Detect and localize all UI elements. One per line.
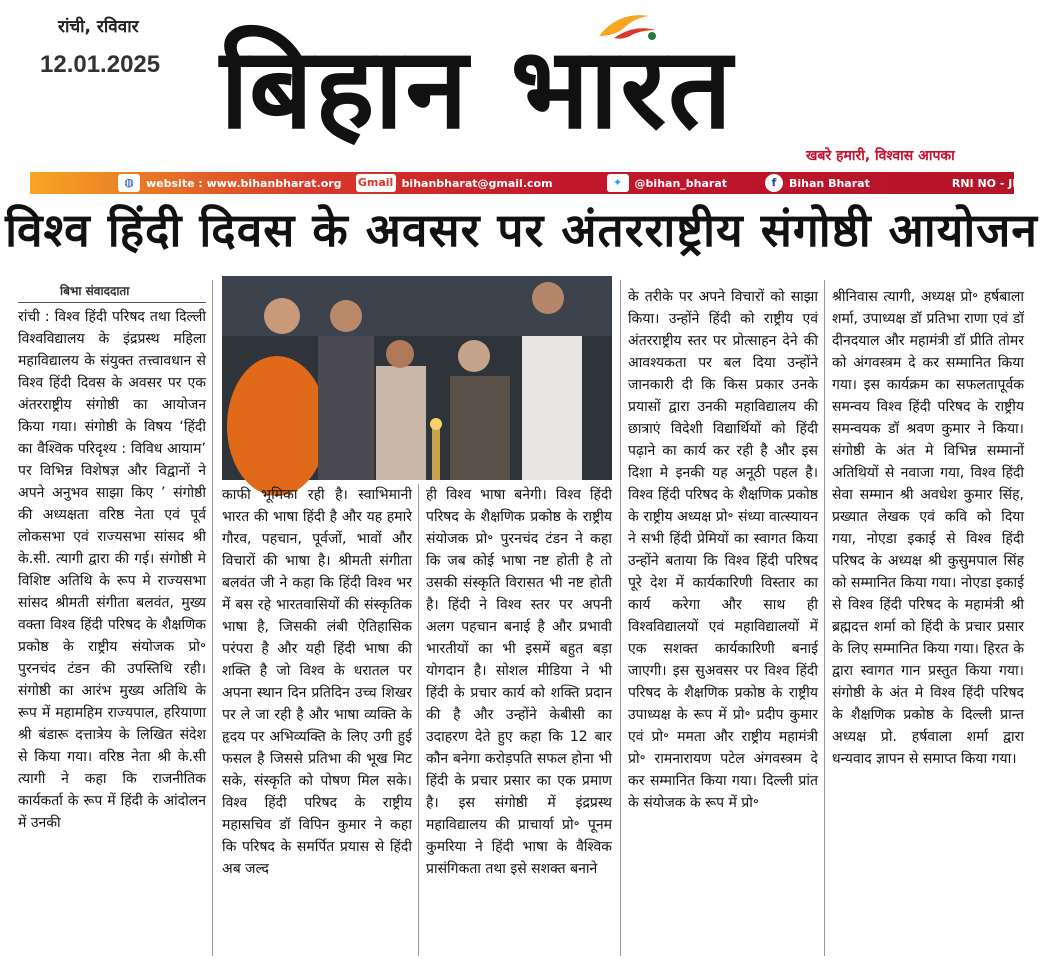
column-divider [212, 280, 213, 956]
email-text[interactable]: bihanbharat@gmail.com [401, 176, 553, 190]
website-text[interactable]: website : www.bihanbharat.org [146, 176, 342, 190]
tagline: खबरे हमारी, विश्वास आपका [806, 148, 955, 164]
newspaper-name: बिहान भारत [220, 24, 734, 154]
dateblock [40, 14, 180, 79]
city-day: रांची, रविवार [58, 17, 139, 37]
column-divider [620, 280, 621, 956]
column-2-text: काफी भूमिका रही है। स्वाभिमानी भारत की भाषा हिंदी है और यह हमारे गौरव, पहचान, पूर्वजों, भावों और विचारों की भाषा है। श्रीमती संगीता बलवंत जी ने कहा कि हिंदी विश्व भर में बस रहे भारतवासियों की संस्कृतिक भाषा है, जिसकी लंबी ऐतिहासिक परंपरा है और यही हिंदी भाषा की शक्ति है जो विश्व के धरातल पर अपना स्थान दिन प्रतिदिन उच्च शिखर पर ले जा रही है और भाषा व्यक्ति के हृदय पर अभिव्यक्ति के लिए उगी हुई फसल है जिससे प्रतिभा की भूख मिट सके, संस्कृति को पोषण मिल सके। विश्व हिंदी परिषद के राष्ट्रीय महासचिव डॉ विपिन कुमार ने कहा कि परिषद के समर्पित प्रयास से हिंदी अब जल्द [222, 487, 412, 877]
twitter-icon: ✦ [607, 174, 629, 192]
facebook-icon: f [765, 174, 783, 192]
article-column-3 [426, 484, 612, 956]
column-1-text: रांची : विश्व हिंदी परिषद तथा दिल्ली विश्वविद्यालय के इंद्रप्रस्थ महिला महाविद्यालय के संयुक्त तत्त्वावधान से विश्व हिंदी दिवस के अवसर पर एक अंतरराष्ट्रीय संगोष्ठी का आयोजन किया गया। संगोष्ठी के विषय ‘हिंदी का वैश्विक परिदृश्य : विविध आयाम’ पर विभिन्न विशेषज्ञ और विद्वानों ने अपने अनुभव साझा किए ’ संगोष्ठी की अध्यक्षता वरिष्ठ नेता एवं पूर्व लोकसभा एवं राज्यसभा सांसद श्री के.सी. त्यागी द्वारा की गई। संगोष्ठी मे विशिष्ट अतिथि के रूप मे राज्यसभा सांसद श्रीमती संगीता बलवंत, मुख्य वक्ता विश्व हिंदी परिषद के शैक्षणिक प्रकोष्ठ के राष्ट्रीय संयोजक प्रो॰ पुरनचंद टंडन की उपस्तिथि रही। संगोष्ठी का आरंभ मुख्य अतिथि के रूप में महामहिम राज्यपाल, हरियाणा श्री बंडारू दत्तात्रेय के लिखित संदेश से किया गया। वरिष्ठ नेता श्री के.सी त्यागी ने कहा कि राजनीतिक कार्यकर्ता के रूप में हिंदी के आंदोलन में उनकी [18, 309, 206, 831]
facebook-seg [765, 174, 870, 192]
article-column-5 [832, 286, 1024, 956]
column-divider [418, 484, 419, 956]
headline: विश्व हिंदी दिवस के अवसर पर अंतरराष्ट्रीय संगोष्ठी आयोजन [5, 203, 1038, 257]
gmail-icon: Gmail [356, 174, 396, 192]
column-divider [824, 280, 825, 956]
issue-date: 12.01.2025 [40, 51, 161, 78]
email-seg [356, 174, 553, 192]
info-bar [30, 172, 1057, 194]
rni-text: RNI NO - JHAHIN/ [951, 176, 1057, 190]
website-seg [118, 174, 342, 192]
column-3-text: ही विश्व भाषा बनेगी। विश्व हिंदी परिषद के शैक्षणिक प्रकोष्ठ के राष्ट्रीय संयोजक प्रो॰ पुरनचंद टंडन ने कहा कि जब कोई भाषा नष्ट होती है तो उसकी संस्कृति विरासत भी नष्ट होती है। हिंदी ने विश्व स्तर पर अपनी अलग पहचान बनाई है और प्रभावी भारतीयों का भी इसमें बहुत बड़ा योगदान है। सोशल मीडिया ने भी हिंदी के प्रचार कार्य को शक्ति प्रदान की है और उन्होंने केबीसी का उदाहरण देते हुए कहा कि 12 बार कौन बनेगा करोड़पति सफल होना भी हिंदी के प्रचार प्रसार का एक प्रमाण है। इस संगोष्ठी में इंद्रप्रस्थ महाविद्यालय की प्राचार्या प्रो॰ पूनम कुमरिया ने हिंदी भाषा के वैश्विक प्रासंगिकता तथा इसे सशक्त बनाने [426, 487, 612, 877]
globe-icon: ◍ [118, 174, 140, 192]
facebook-text[interactable]: Bihan Bharat [789, 176, 870, 190]
article-column-4 [628, 286, 818, 956]
article-column-1 [18, 306, 206, 956]
byline-rule [18, 302, 206, 303]
article-column-2 [222, 484, 412, 956]
byline: बिभा संवाददाता [60, 284, 130, 298]
photo-illustration [222, 276, 612, 480]
column-5-text: श्रीनिवास त्यागी, अध्यक्ष प्रो॰ हर्षबाला शर्मा, उपाध्यक्ष डॉ प्रतिभा राणा एवं डॉ दीनदयाल और महामंत्री डॉ प्रीति तोमर को अंगवस्त्रम दे कर सम्मानित किया गया। इस कार्यक्रम का सफलतापूर्वक समन्वय विश्व हिंदी परिषद के राष्ट्रीय समन्वयक डॉ श्रवण कुमार ने किया। संगोष्ठी के अंत मे विभिन्न सम्मानों अतिथियों से नवाजा गया, विश्व हिंदी सेवा सम्मान श्री अवधेश कुमार सिंह, प्रख्यात लेखक एवं कवि को दिया गया, नोएडा इकाई से विश्व हिंदी परिषद के अध्यक्ष श्री कुसुमपाल सिंह को सम्मानित किया गया। नोएडा इकाई से विश्व हिंदी परिषद के महामंत्री श्री ब्रह्मदत्त शर्मा को हिंदी के प्रचार प्रसार के लिए सम्मानित किया गया। हिरत के द्वारा स्वागत गान प्रस्तुत किया गया। संगोष्ठी के अंत मे विश्व हिंदी परिषद के शैक्षणिक प्रकोष्ठ के दिल्ली प्रान्त अध्यक्ष प्रो. हर्षवाला शर्मा द्वारा धन्यवाद ज्ञापन से समाप्त किया गया। [832, 289, 1024, 767]
twitter-seg [607, 174, 727, 192]
rni-seg [952, 177, 1057, 190]
column-4-text: के तरीके पर अपने विचारों को साझा किया। उन्होंने हिंदी को राष्ट्रीय एवं अंतरराष्ट्रीय स्तर पर प्रोत्साहन देने की आवश्यकता पर बल दिया उन्होंने जानकारी दी कि किस प्रकार उनके प्रयासों द्वारा उनकी महाविद्यालय की छात्राएं विदेशी विद्यार्थियों को हिंदी पढ़ाने का कार्य कर रही है और इस दिशा मे इनकी यह अनूठी पहल है। विश्व हिंदी परिषद के शैक्षणिक प्रकोष्ठ के राष्ट्रीय अध्यक्ष प्रो॰ संध्या वात्स्यायन ने सभी हिंदी प्रेमियों का स्वागत किया उन्होंने बताया कि विश्व हिंदी परिषद पूरे देश में कार्यकारिणी विस्तार का कार्य करेगा और साथ ही विश्वविद्यालयों एवं महाविद्यालयों में एक सशक्त कार्यकारिणी बनाई जाएगी। इस सुअवसर पर विश्व हिंदी परिषद के शैक्षणिक प्रकोष्ठ के राष्ट्रीय उपाध्यक्ष के रूप में प्रो॰ प्रदीप कुमार एवं प्रो॰ ममता और राष्ट्रीय महामंत्री प्रो॰ रामनारायण पटेल अंगवस्त्रम दे कर सम्मानित किया गया। दिल्ली प्रांत के संयोजक के रूप में प्रो॰ [628, 289, 818, 811]
event-photo [222, 276, 612, 480]
twitter-text[interactable]: @bihan_bharat [634, 176, 728, 190]
